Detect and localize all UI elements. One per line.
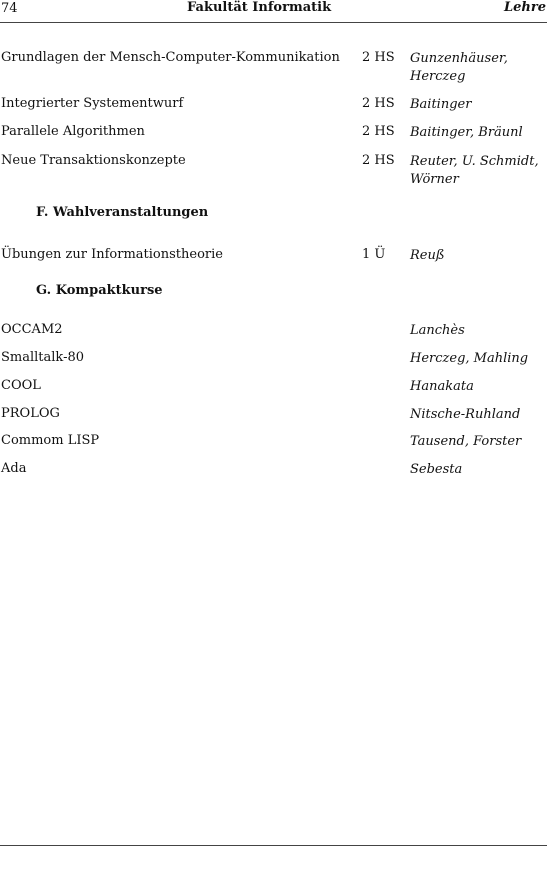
course-lecturer: Nitsche-Ruhland [410, 407, 521, 422]
footer-divider [0, 845, 547, 846]
course-title: Smalltalk-80 [1, 350, 85, 365]
course-title: Ada [1, 461, 27, 476]
course-title: Neue Transaktionskonzepte [1, 153, 186, 168]
running-header [0, 0, 547, 23]
course-title: PROLOG [1, 406, 60, 421]
course-lecturer: Tausend, Forster [410, 434, 522, 449]
page-number: 74 [1, 1, 18, 16]
running-title: Fakultät Informatik [187, 0, 332, 15]
course-lecturer: Sebesta [410, 462, 463, 477]
section-heading-f: F. Wahlveranstaltungen [36, 205, 209, 220]
course-lecturer: Herczeg, Mahling [410, 351, 529, 366]
course-hours: 2 HS [362, 153, 395, 168]
course-title: COOL [1, 378, 41, 393]
course-lecturer: Gunzenhäuser, Herczeg [410, 51, 508, 84]
course-lecturer: Reuter, U. Schmidt, Wörner [410, 154, 539, 187]
course-title: OCCAM2 [1, 322, 63, 337]
running-section: Lehre [504, 0, 546, 15]
course-hours: 2 HS [362, 96, 395, 111]
course-lecturer: Lanchès [410, 323, 465, 338]
course-title: Integrierter Systementwurf [1, 96, 184, 111]
course-title: Commom LISP [1, 433, 100, 448]
course-title: Übungen zur Informationstheorie [1, 247, 223, 262]
course-lecturer: Hanakata [410, 379, 474, 394]
course-lecturer: Reuß [410, 248, 445, 263]
course-hours: 1 Ü [362, 247, 386, 262]
course-lecturer: Baitinger [410, 97, 472, 112]
course-title: Parallele Algorithmen [1, 124, 145, 139]
course-title: Grundlagen der Mensch-Computer-Kommunikation [1, 50, 340, 65]
course-hours: 2 HS [362, 124, 395, 139]
course-lecturer: Baitinger, Bräunl [410, 125, 523, 140]
section-heading-g: G. Kompaktkurse [36, 283, 163, 298]
course-hours: 2 HS [362, 50, 395, 65]
